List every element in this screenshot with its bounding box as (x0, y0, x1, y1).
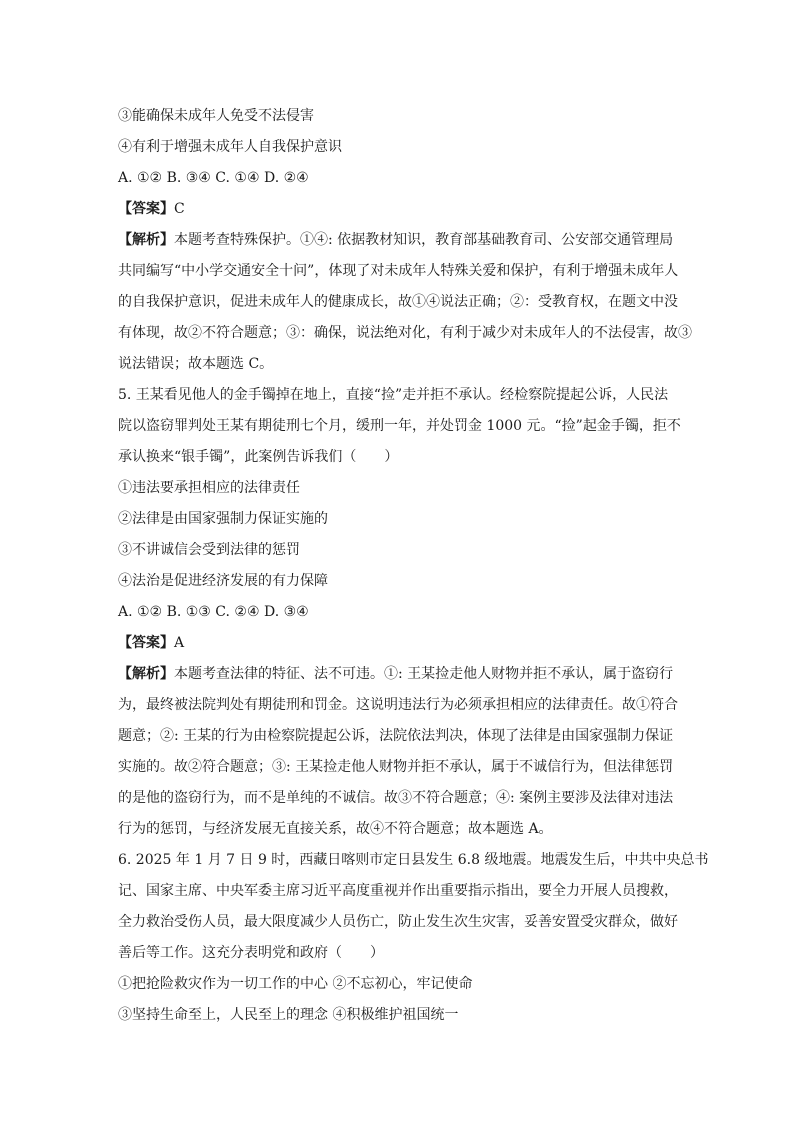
q5-analysis (118, 659, 686, 845)
q5-analysis-line: 题意；②: 王某的行为由检察院提起公诉，法院依法判决，体现了法律是由国家强制力保证 (118, 728, 674, 744)
q5-answer (118, 628, 686, 659)
q6-stem-line: 全力救治受伤人员，最大限度减少人员伤亡，防止发生次生灾害，妥善安置受灾群众，做好 (118, 914, 678, 930)
q5-choices: A. ①② B. ①③ C. ②④ D. ③④ (118, 604, 309, 620)
q5-option-4: ④法治是促进经济发展的有力保障 (118, 573, 328, 589)
q4-analysis-head: 【解析】 (118, 232, 174, 248)
q5-stem-line: 院以盗窃罪判处王某有期徒刑七个月，缓刑一年，并处罚金 1000 元。“捡”起金手镯，拒不 (118, 418, 681, 434)
q6-options-1-2: ①把抢险救灾作为一切工作的中心 ②不忘初心，牢记使命 (118, 976, 473, 992)
q4-option-3: ③能确保未成年人免受不法侵害 (118, 108, 314, 124)
q5-analysis-line: 为，最终被法院判处有期徒刑和罚金。这说明违法行为必须承担相应的法律责任。故①符合 (118, 697, 678, 713)
q5-answer-value: A (174, 635, 185, 651)
q4-analysis-line: 【解析】本题考查特殊保护。①④: 依据教材知识，教育部基础教育司、公安部交通管理局 (118, 232, 674, 248)
q4-analysis (118, 225, 692, 380)
q4-option-4: ④有利于增强未成年人自我保护意识 (118, 139, 342, 155)
q4-answer-head: 【答案】 (118, 201, 174, 217)
q5-stem-line: 5. 王某看见他人的金手镯掉在地上，直接“捡”走并拒不承认。经检察院提起公诉，人民法 (118, 387, 669, 403)
q5-option-1: ①违法要承担相应的法律责任 (118, 480, 300, 496)
q5-analysis-line: 的是他的盗窃行为，而不是单纯的不诚信。故③不符合题意；④: 案例主要涉及法律对违法 (118, 790, 674, 806)
q6-stem-line: 记、国家主席、中央军委主席习近平高度重视并作出重要指示指出，要全力开展人员搜救， (118, 883, 678, 899)
q5-analysis-line: 行为的惩罚，与经济发展无直接关系，故④不符合题意；故本题选 A。 (118, 821, 553, 837)
q4-answer (118, 194, 686, 225)
q5-option-3: ③不讲诚信会受到法律的惩罚 (118, 542, 300, 558)
q5-analysis-head: 【解析】 (118, 666, 174, 682)
q4-choices: A. ①② B. ③④ C. ①④ D. ②④ (118, 170, 309, 186)
q5-analysis-line: 实施的。故②符合题意；③: 王某捡走他人财物并拒不承认，属于不诚信行为，但法律惩罚 (118, 759, 674, 775)
q5-stem (118, 380, 686, 473)
q5-answer-head: 【答案】 (118, 635, 174, 651)
q5-option-2: ②法律是由国家强制力保证实施的 (118, 511, 328, 527)
document-page (118, 101, 709, 1031)
q4-analysis-line: 有体现，故②不符合题意；③：确保，说法绝对化，有利于减少对未成年人的不法侵害，故③ (118, 325, 692, 341)
q4-analysis-line: 共同编写“中小学交通安全十问”，体现了对未成年人特殊关爱和保护，有利于增强未成年人 (118, 263, 679, 279)
q4-analysis-line: 的自我保护意识，促进未成年人的健康成长，故①④说法正确；②：受教育权，在题文中没 (118, 294, 678, 310)
q6-stem-line: 6. 2025 年 1 月 7 日 9 时，西藏日喀则市定日县发生 6.8 级地震。地震发生后，中共中央总书 (118, 852, 709, 868)
q5-stem-line: 承认换来“银手镯”，此案例告诉我们（ ） (118, 449, 399, 465)
q6-stem (118, 845, 709, 969)
q6-stem-line: 善后等工作。这充分表明党和政府（ ） (118, 945, 384, 961)
q4-answer-value: C (174, 201, 185, 217)
q5-analysis-line: 【解析】本题考查法律的特征、法不可违。①: 王某捡走他人财物并拒不承认，属于盗窃行 (118, 666, 674, 682)
q4-analysis-line: 说法错误；故本题选 C。 (118, 356, 274, 372)
q6-options-3-4: ③坚持生命至上，人民至上的理念 ④积极维护祖国统一 (118, 1007, 459, 1023)
